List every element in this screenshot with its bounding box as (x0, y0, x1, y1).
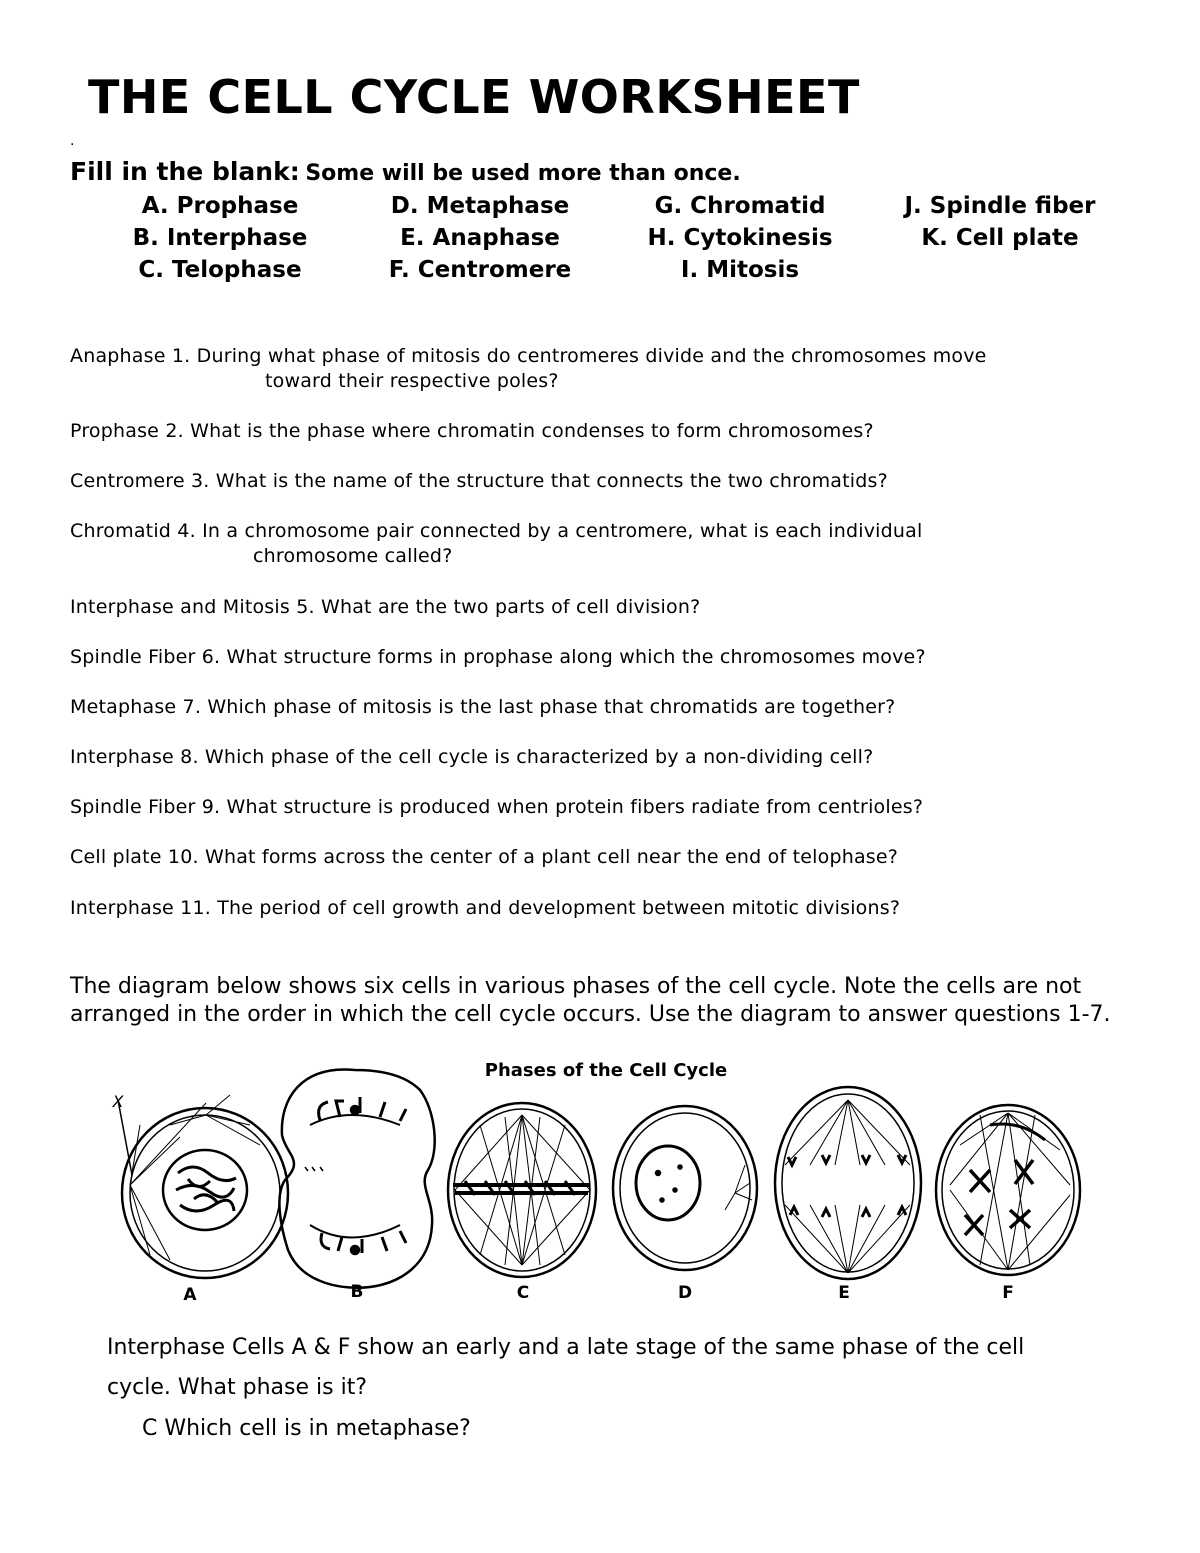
cell-label-b: B (350, 1282, 364, 1302)
worksheet-title: THE CELL CYCLE WORKSHEET (88, 70, 860, 124)
word-bank-item: H. Cytokinesis (647, 225, 833, 251)
cell-label-a: A (183, 1285, 197, 1305)
word-bank (90, 192, 1140, 284)
question-text: Cell plate 10. What forms across the center of a plant cell near the end of telophase? (70, 846, 899, 868)
question-text: Prophase 2. What is the phase where chromatin condenses to form chromosomes? (70, 420, 874, 442)
word-bank-item: J. Spindle fiber (904, 193, 1096, 219)
question-text: Interphase 8. Which phase of the cell cycle is characterized by a non-dividing cell? (70, 746, 874, 768)
question-text: Centromere 3. What is the name of the structure that connects the two chromatids? (70, 470, 888, 492)
cell-d (613, 1106, 757, 1270)
question-1 (70, 344, 987, 394)
cell-a (112, 1092, 288, 1278)
final-question-1 (107, 1328, 1024, 1408)
word-bank-item: C. Telophase (138, 257, 302, 283)
word-bank-item: A. Prophase (141, 193, 299, 219)
word-bank-item (870, 256, 1130, 284)
word-bank-item: G. Chromatid (654, 193, 826, 219)
cell-label-c: C (516, 1283, 530, 1303)
question-text: Anaphase 1. During what phase of mitosis do centromeres divide and the chromosomes move (70, 345, 987, 367)
question-text: Spindle Fiber 6. What structure forms in prophase along which the chromosomes move? (70, 646, 926, 668)
question-continuation: chromosome called? (253, 545, 453, 567)
word-bank-item: D. Metaphase (390, 193, 570, 219)
cell-label-f: F (1002, 1283, 1014, 1303)
diagram-intro: The diagram below shows six cells in various phases of the cell cycle. Note the cells are not arranged in the order in which the cell cycle occurs. Use the diagram to answer questions 1-7. (70, 974, 1111, 1027)
question-7 (70, 695, 895, 720)
cell-label-e: E (838, 1283, 850, 1303)
word-bank-item: K. Cell plate (921, 225, 1079, 251)
question-text: Chromatid 4. In a chromosome pair connected by a centromere, what is each individual (70, 520, 923, 542)
cell-label-d: D (677, 1283, 693, 1303)
question-10 (70, 845, 898, 870)
word-bank-item: I. Mitosis (680, 257, 800, 283)
cell-cycle-diagram (110, 1055, 1100, 1315)
question-text: Interphase and Mitosis 5. What are the two parts of cell division? (70, 596, 701, 618)
word-bank-item: F. Centromere (388, 257, 572, 283)
cell-f (936, 1105, 1080, 1275)
question-3 (70, 469, 888, 494)
question-5 (70, 595, 700, 620)
cell-e (775, 1087, 921, 1279)
cell-b (279, 1070, 434, 1288)
final-question-line: cycle. What phase is it? (107, 1375, 368, 1400)
question-4 (70, 519, 922, 569)
question-text: Spindle Fiber 9. What structure is produced when protein fibers radiate from centrioles? (70, 796, 924, 818)
question-2 (70, 419, 874, 444)
question-11 (70, 896, 900, 921)
fill-in-lead: Fill in the blank: (70, 157, 300, 186)
cell-c (448, 1103, 596, 1277)
stray-dot: . (70, 133, 75, 149)
question-6 (70, 645, 926, 670)
fill-in-instruction: Some will be used more than once. (305, 161, 741, 186)
fill-in-heading (70, 157, 741, 186)
final-question-line: C Which cell is in metaphase? (142, 1416, 471, 1441)
question-text: Interphase 11. The period of cell growth and development between mitotic divisions? (70, 897, 901, 919)
final-question-2 (142, 1409, 471, 1449)
word-bank-item: B. Interphase (132, 225, 308, 251)
pointer-x: X (112, 1092, 124, 1111)
final-question-line: Interphase Cells A & F show an early and a late stage of the same phase of the cell (107, 1335, 1025, 1360)
question-text: Metaphase 7. Which phase of mitosis is the last phase that chromatids are together? (70, 696, 896, 718)
diagram-title: Phases of the Cell Cycle (484, 1060, 728, 1081)
word-bank-item: E. Anaphase (400, 225, 560, 251)
question-9 (70, 795, 923, 820)
question-8 (70, 745, 873, 770)
question-continuation: toward their respective poles? (265, 370, 559, 392)
